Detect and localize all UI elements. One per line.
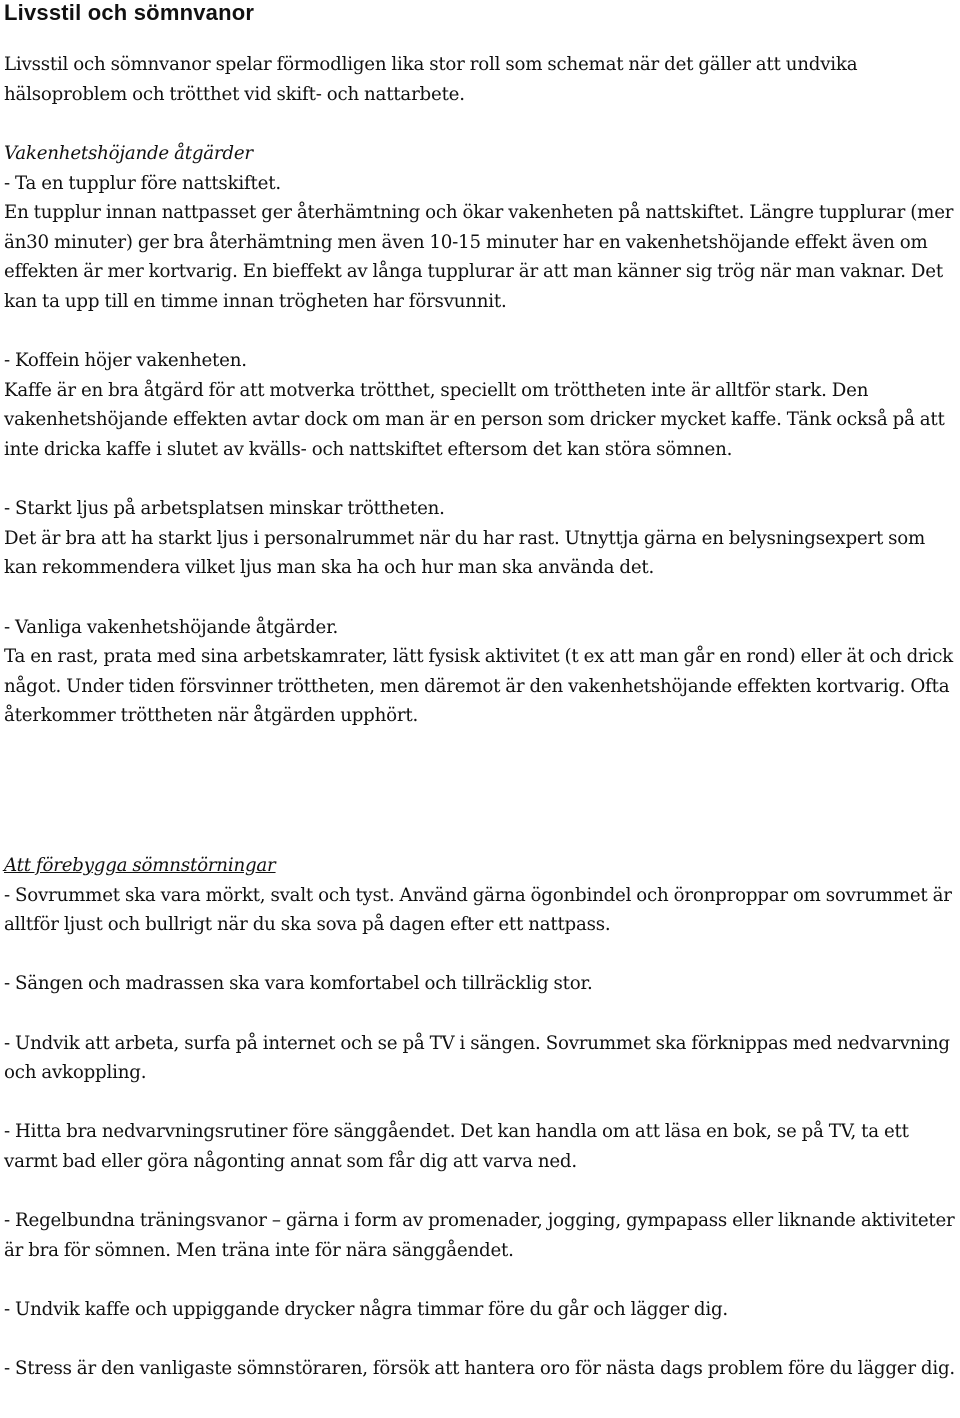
list-item: - Hitta bra nedvarvningsrutiner före sänggåendet. Det kan handla om att läsa en bok, se på TV, ta ett varmt bad eller göra någonting annat som får dig att varva ned. [4, 1121, 909, 1172]
koffein-point: - Koffein höjer vakenheten. [4, 350, 247, 372]
paragraph-gap [4, 1325, 956, 1355]
paragraph-gap [4, 1088, 956, 1118]
ljus-text: Det är bra att ha starkt ljus i personalrummet när du har rast. Utnyttja gärna en belysningsexpert som kan rekommendera vilket ljus man ska ha och hur man ska använda det. [4, 527, 926, 579]
section-vakenhet [4, 139, 956, 731]
paragraph-gap [4, 1265, 956, 1295]
tupplur-text: En tupplur innan nattpasset ger återhämtning och ökar vakenheten på nattskiftet. Längre tupplurar (mer än30 minuter) ger bra återhämtning men även 10-15 minuter har en vakenhetshöjande effekt även om effekten är mer kortvarig. En bieffekt av långa tupplurar är att man känner sig trög när man vaknar. Det kan ta upp till en timme innan trögheten har försvunnit. [4, 202, 954, 312]
intro-paragraph: Livsstil och sömnvanor spelar förmodligen lika stor roll som schemat när det gäller att undvika hälsoproblem och trötthet vid skift- och nattarbete. [4, 54, 858, 105]
paragraph-gap [4, 465, 956, 495]
list-item: - Regelbundna träningsvanor – gärna i form av promenader, jogging, gympapass eller liknande aktiviteter är bra för sömnen. Men träna inte för nära sänggåendet. [4, 1210, 955, 1261]
paragraph-gap [4, 317, 956, 347]
document-page [4, 0, 956, 1380]
section-heading-vakenhet: Vakenhetshöjande åtgärder [4, 143, 253, 164]
document-title: Livsstil och sömnvanor [4, 0, 255, 25]
tupplur-point: - Ta en tupplur före nattskiftet. [4, 172, 281, 194]
vanliga-point: - Vanliga vakenhetshöjande åtgärder. [4, 616, 339, 638]
section-forebygga [4, 851, 956, 1384]
paragraph-gap [4, 940, 956, 970]
paragraph-gap [4, 1177, 956, 1207]
list-item: - Stress är den vanligaste sömnstöraren, försök att hantera oro för nästa dags problem före du lägger dig. [4, 1358, 955, 1380]
section-heading-forebygga: Att förebygga sömnstörningar [4, 855, 276, 876]
list-item: - Sängen och madrassen ska vara komfortabel och tillräcklig stor. [4, 973, 593, 995]
ljus-point: - Starkt ljus på arbetsplatsen minskar tröttheten. [4, 498, 445, 520]
koffein-text: Kaffe är en bra åtgärd för att motverka trötthet, speciellt om tröttheten inte är alltför stark. Den vakenhetshöjande effekten avtar dock om man är en person som dricker mycket kaffe. Tänk också på att inte dricka kaffe i slutet av kvälls- och nattskiftet eftersom det kan störa sömnen. [4, 379, 945, 460]
paragraph-gap [4, 999, 956, 1029]
vanliga-text: Ta en rast, prata med sina arbetskamrater, lätt fysisk aktivitet (t ex att man går en rond) eller ät och drick något. Under tiden försvinner tröttheten, men däremot är den vakenhetshöjande effekten kortvarig. Ofta återkommer tröttheten när åtgärden upphört. [4, 646, 954, 727]
list-item: - Sovrummet ska vara mörkt, svalt och tyst. Använd gärna ögonbindel och öronproppar om sovrummet är alltför ljust och bullrigt när du ska sova på dagen efter ett nattpass. [4, 884, 952, 936]
list-item: - Undvik kaffe och uppiggande drycker några timmar före du går och lägger dig. [4, 1298, 728, 1320]
list-item: - Undvik att arbeta, surfa på internet och se på TV i sängen. Sovrummet ska förknippas med nedvarvning och avkoppling. [4, 1032, 950, 1084]
paragraph-gap [4, 583, 956, 613]
